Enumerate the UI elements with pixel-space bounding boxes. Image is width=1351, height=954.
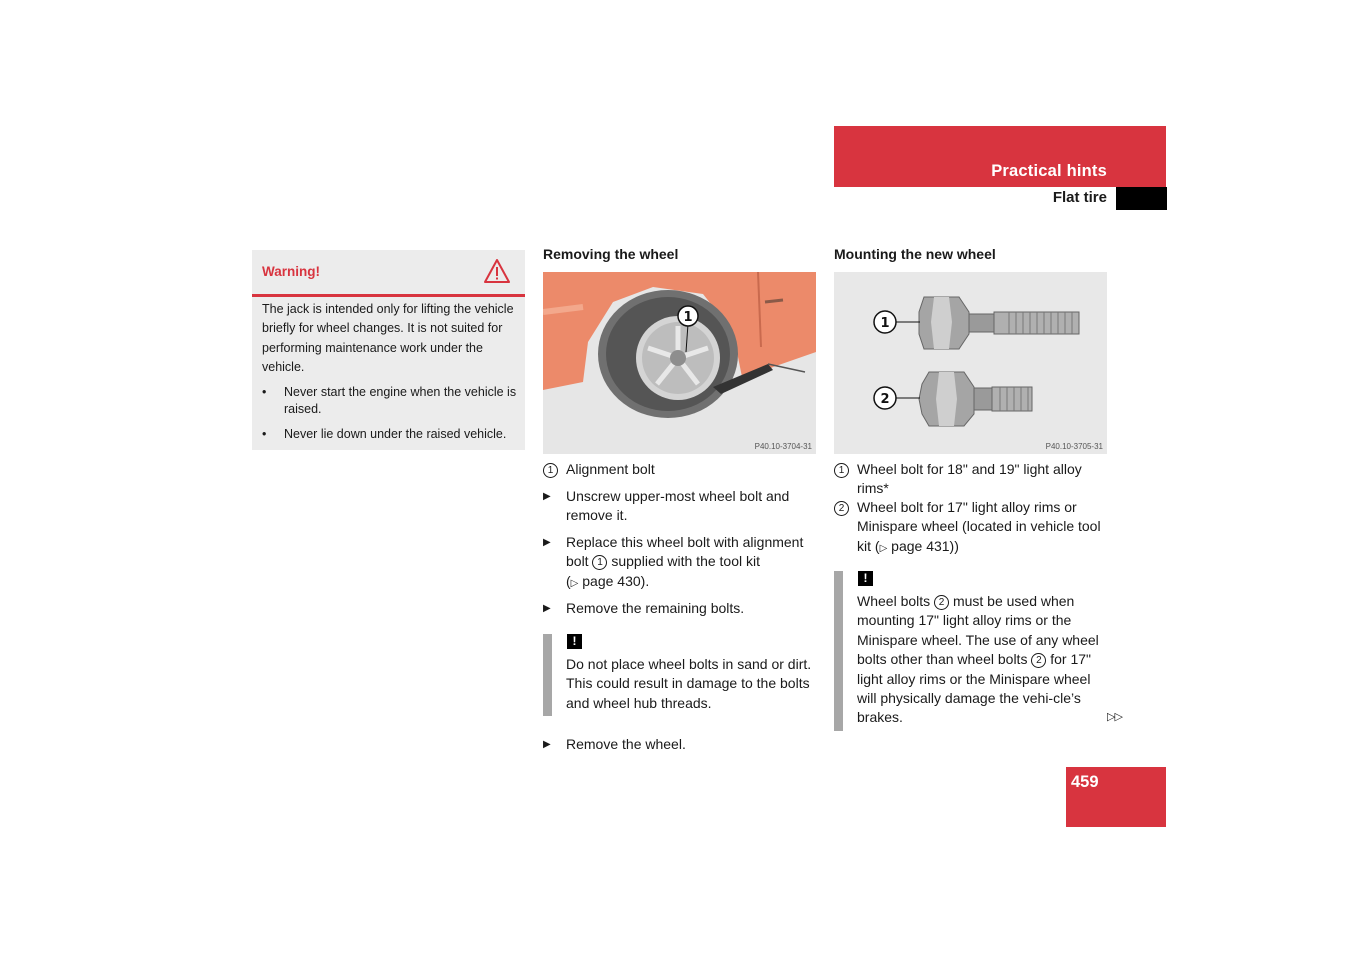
warning-bullet [262, 384, 517, 418]
callout-marker: 2 [834, 501, 849, 516]
continue-arrows-icon: ▷▷ [1107, 711, 1122, 723]
warning-box [252, 250, 525, 450]
image-code: P40.10-3705-31 [1045, 442, 1103, 451]
page-reference: page 430). [582, 572, 650, 589]
callout-marker: 2 [1031, 653, 1046, 668]
image-code: P40.10-3704-31 [754, 442, 812, 451]
note-text-part: Wheel bolts [857, 593, 931, 609]
subsection-title: Flat tire [1052, 189, 1107, 206]
note-text: Do not place wheel bolts in sand or dirt. This could result in damage to the bolts and wheel hub threads. [566, 656, 812, 711]
instruction-step [543, 533, 816, 593]
note-bar [834, 571, 843, 731]
callout-marker: 1 [592, 555, 607, 570]
page-reference: page 431)) [891, 537, 959, 554]
warning-bullet-text: Never start the engine when the vehicle is raised. [284, 385, 517, 416]
step-arrow-icon: ▶ [543, 739, 551, 750]
instruction-step [543, 599, 816, 619]
mounting-heading: Mounting the new wheel [834, 246, 996, 262]
instruction-step [543, 735, 816, 755]
note-bar [543, 634, 552, 716]
step-arrow-icon: ▶ [543, 537, 551, 548]
step-text: Replace this wheel bolt with alignment bolt 1 supplied with the tool kit (▷ page 430). [566, 534, 804, 589]
step-arrow-icon: ▶ [543, 491, 551, 502]
wheel-bolts-illustration [834, 272, 1107, 454]
warning-header [252, 250, 525, 297]
legend-item [834, 498, 1107, 558]
step-text: Remove the wheel. [566, 736, 686, 752]
callout-number: 2 [880, 392, 890, 407]
note-text-part: for 17" light alloy rims or the Minispare wheel will physically damage the vehi-cle’s brakes. [857, 651, 1092, 726]
step-arrow-icon: ▶ [543, 603, 551, 614]
page-ref-icon: ▷ [879, 542, 888, 554]
warning-text: The jack is intended only for lifting the vehicle briefly for wheel changes. It is not suited for performing maintenance work under the vehicle. [262, 302, 514, 374]
wheel-bolts-drawing [834, 272, 1107, 454]
step-text: Remove the remaining bolts. [566, 600, 745, 616]
section-title: Practical hints [991, 162, 1107, 180]
note-text-part: must be used when mounting 17" light alloy rims or the Minispare wheel. The use of any wheel bolts other than wheel bolts [857, 593, 1099, 668]
legend-item [543, 460, 816, 480]
wheel-removal-illustration [543, 272, 816, 454]
step-text-part: supplied with the tool kit [611, 553, 760, 570]
page-number: 459 [1071, 773, 1099, 791]
bullet-dot: • [262, 385, 267, 399]
warning-bullet [262, 426, 514, 443]
legend-text [857, 498, 1107, 558]
callout-marker: 1 [834, 463, 849, 478]
note-text [857, 592, 1107, 728]
legend-text: Alignment bolt [566, 461, 655, 477]
step-text-part: Replace this wheel bolt with alignment bolt [566, 534, 804, 570]
callout-number: 1 [683, 310, 693, 325]
callout-marker: 1 [543, 463, 558, 478]
bullet-dot: • [262, 427, 267, 441]
callout-number: 1 [880, 316, 890, 331]
exclamation-icon: ! [567, 634, 582, 649]
page-ref-icon: ▷ [570, 577, 579, 589]
page-number-box [1066, 767, 1166, 827]
legend-text-part: Wheel bolt for 17" light alloy rims or Minispare wheel (located in vehicle tool kit ( [857, 499, 1101, 554]
section-tab-marker [1116, 187, 1167, 210]
legend-text: Wheel bolt for 18" and 19" light alloy rims* [857, 461, 1082, 497]
warning-label: Warning! [262, 264, 320, 279]
header-bar [834, 126, 1166, 187]
wheel-jack-drawing [543, 272, 816, 454]
instruction-step [543, 487, 816, 527]
warning-bullet-text: Never lie down under the raised vehicle. [284, 427, 507, 441]
warning-triangle-icon [483, 258, 511, 284]
legend-item [834, 460, 1107, 500]
exclamation-icon: ! [858, 571, 873, 586]
callout-marker: 2 [934, 595, 949, 610]
step-text: Unscrew upper-most wheel bolt and remove it. [566, 488, 790, 524]
removing-heading: Removing the wheel [543, 246, 679, 262]
